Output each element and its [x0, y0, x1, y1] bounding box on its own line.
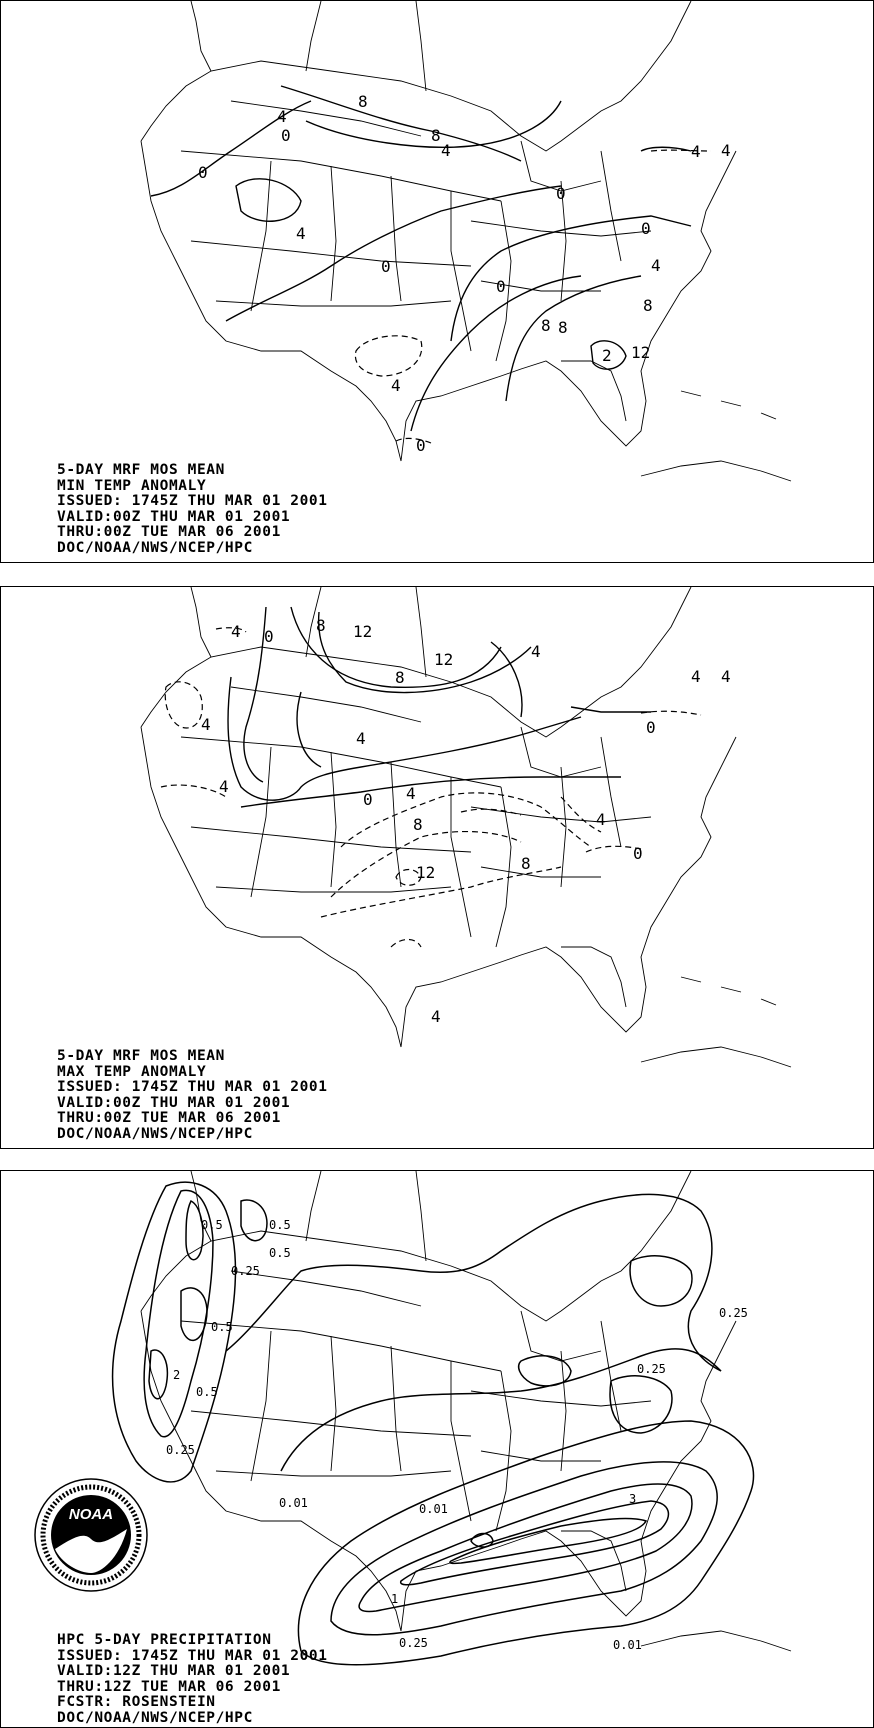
contour-label: 4: [391, 376, 401, 395]
contour-label: 3: [629, 1492, 637, 1506]
max-temp-caption: [57, 1049, 328, 1142]
contour-label: 8: [358, 92, 368, 111]
caption-line: VALID:12Z THU MAR 01 2001: [57, 1663, 291, 1679]
caption-line: VALID:00Z THU MAR 01 2001: [57, 508, 291, 525]
contour-label: 12: [353, 622, 373, 641]
contour-label: 12: [434, 650, 454, 669]
contour-label: 4: [721, 141, 731, 160]
contour-label: 0.5: [211, 1320, 233, 1334]
caption-line: HPC 5-DAY PRECIPITATION: [57, 1632, 272, 1648]
caption-line: 5-DAY MRF MOS MEAN: [57, 1048, 225, 1064]
contour-label: 4: [531, 642, 541, 661]
min-temp-contours: [151, 86, 691, 431]
contour-label: 8: [316, 616, 326, 635]
basemap-borders: [141, 1171, 791, 1651]
contour-label: 8: [395, 668, 405, 687]
caption-line: 5-DAY MRF MOS MEAN: [57, 462, 225, 478]
contour-label: 0.5: [269, 1218, 291, 1232]
caption-line: ISSUED: 1745Z THU MAR 01 2001: [57, 1647, 328, 1664]
contour-label: 0.25: [231, 1264, 260, 1278]
contour-label: 0.5: [196, 1385, 218, 1399]
basemap-borders: [141, 1, 791, 481]
contour-label: 8: [643, 296, 653, 315]
contour-label: 0: [496, 277, 506, 296]
caption-line: DOC/NOAA/NWS/NCEP/HPC: [57, 1125, 253, 1142]
contour-label: 0: [633, 844, 643, 863]
contour-label: 8: [431, 126, 441, 145]
map-panel-min-temp: [0, 0, 874, 563]
contour-label: 0.25: [399, 1636, 428, 1650]
contour-label: 4: [441, 141, 451, 160]
contour-label: 4: [651, 256, 661, 275]
caption-line: ISSUED: 1745Z THU MAR 01 2001: [57, 1079, 328, 1095]
contour-label: 4: [356, 729, 366, 748]
contour-label: 4: [406, 784, 416, 803]
contour-label: 0.01: [613, 1638, 642, 1652]
contour-label: 4: [431, 1007, 441, 1026]
contour-label: 0: [381, 257, 391, 276]
caption-line: DOC/NOAA/NWS/NCEP/HPC: [57, 1709, 253, 1726]
contour-label: 4: [596, 810, 606, 829]
contour-label: 0: [641, 219, 651, 238]
contour-label: 4: [296, 224, 306, 243]
min-temp-dashed-contours: [355, 150, 711, 443]
contour-label: 4: [231, 622, 241, 641]
contour-label: 0: [264, 627, 274, 646]
contour-label: 12: [416, 863, 436, 882]
caption-line: THRU:00Z TUE MAR 06 2001: [57, 1110, 281, 1126]
contour-label: 8: [558, 318, 568, 337]
min-temp-caption: [57, 463, 328, 556]
contour-label: 0.25: [719, 1306, 748, 1320]
contour-label: 0.5: [269, 1246, 291, 1260]
contour-label: 0: [363, 790, 373, 809]
contour-label: 0: [646, 718, 656, 737]
contour-label: 4: [219, 777, 229, 796]
contour-label: 0: [556, 184, 566, 203]
caption-line: DOC/NOAA/NWS/NCEP/HPC: [57, 539, 253, 556]
caption-line: THRU:12Z TUE MAR 06 2001: [57, 1678, 281, 1695]
basemap-borders: [141, 587, 791, 1067]
contour-label: 2: [173, 1368, 181, 1382]
noaa-logo-text: NOAA: [68, 1506, 114, 1523]
contour-label: 4: [721, 667, 731, 686]
contour-label: 0: [416, 436, 426, 455]
contour-label: 8: [413, 815, 423, 834]
caption-line: MIN TEMP ANOMALY: [57, 477, 207, 494]
caption-line: MAX TEMP ANOMALY: [57, 1063, 207, 1080]
caption-line: THRU:00Z TUE MAR 06 2001: [57, 524, 281, 540]
contour-label: 4: [201, 715, 211, 734]
map-panel-precipitation: [0, 1170, 874, 1728]
contour-label: 0.01: [419, 1502, 448, 1516]
contour-label: 4: [691, 142, 701, 161]
contour-label: 0: [198, 163, 208, 182]
contour-label: 8: [541, 316, 551, 335]
map-panel-max-temp: [0, 586, 874, 1149]
contour-label: 0.01: [279, 1496, 308, 1510]
contour-label: 2: [602, 346, 612, 365]
caption-line: FCSTR: ROSENSTEIN: [57, 1694, 216, 1710]
contour-label: 4: [277, 107, 287, 126]
contour-label: 8: [521, 854, 531, 873]
caption-line: ISSUED: 1745Z THU MAR 01 2001: [57, 493, 328, 509]
precipitation-caption: [57, 1633, 328, 1726]
contour-label: 0.25: [166, 1443, 195, 1457]
contour-label: 1: [391, 1592, 399, 1606]
caption-line: VALID:00Z THU MAR 01 2001: [57, 1094, 291, 1111]
contour-label: 0.25: [637, 1362, 666, 1376]
contour-label: 4: [691, 667, 701, 686]
noaa-logo: [35, 1479, 147, 1591]
contour-label: 0: [281, 126, 291, 145]
precipitation-contours: [113, 1182, 754, 1665]
contour-label: 12: [631, 343, 651, 362]
contour-label: 0.5: [201, 1218, 223, 1232]
